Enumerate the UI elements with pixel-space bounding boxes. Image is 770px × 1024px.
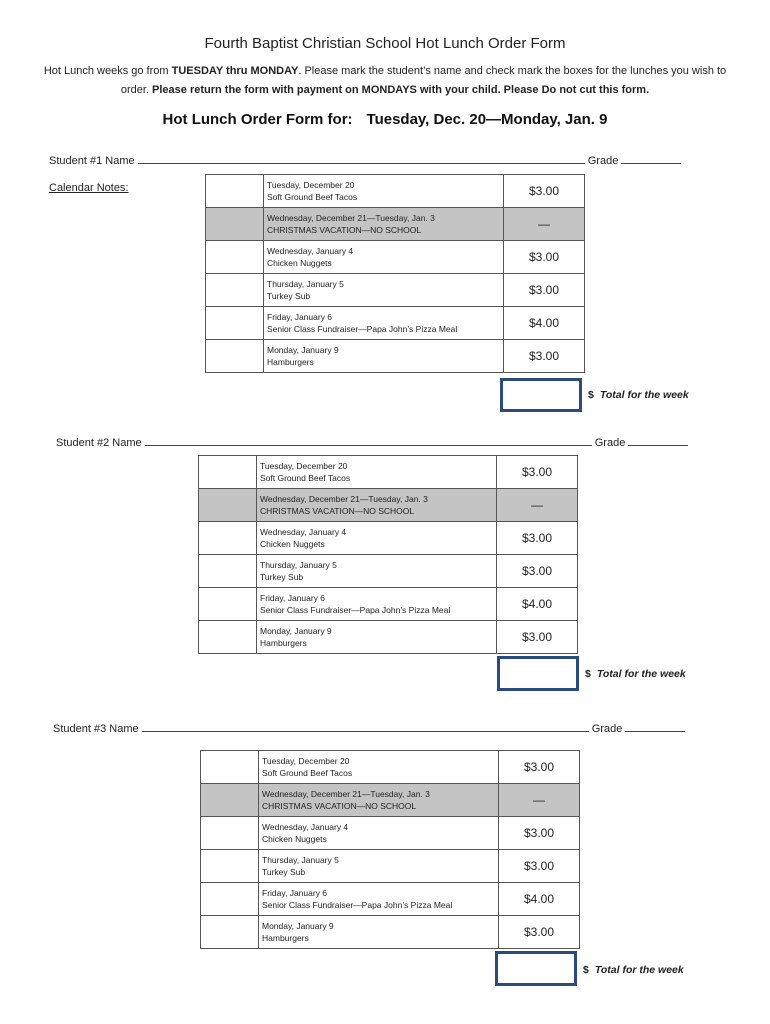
order-checkbox-cell[interactable]: [199, 456, 257, 489]
student-2-name-label: Student #2 Name: [56, 437, 142, 449]
subtitle-prefix: Hot Lunch Order Form for:: [162, 111, 353, 128]
order-checkbox-cell[interactable]: [201, 883, 259, 916]
menu-meal: CHRISTMAS VACATION—NO SCHOOL: [262, 801, 417, 811]
menu-price: $3.00: [504, 175, 585, 208]
menu-row: [201, 850, 580, 883]
menu-meal: CHRISTMAS VACATION—NO SCHOOL: [260, 506, 415, 516]
menu-row: [199, 489, 578, 522]
student-2-order-table: [198, 455, 578, 654]
student-2-total-box[interactable]: [497, 656, 579, 691]
order-checkbox-cell[interactable]: [199, 621, 257, 654]
menu-description: [257, 588, 497, 621]
menu-price: $4.00: [497, 588, 578, 621]
menu-meal: Chicken Nuggets: [262, 834, 327, 844]
menu-price: —: [499, 784, 580, 817]
menu-date: Wednesday, January 4: [262, 822, 349, 832]
menu-row: [206, 340, 585, 373]
menu-row: [206, 307, 585, 340]
student-3-grade-field[interactable]: [625, 720, 685, 732]
menu-date: Wednesday, December 21—Tuesday, Jan. 3: [262, 789, 430, 799]
order-checkbox-cell: [201, 784, 259, 817]
menu-row: [199, 621, 578, 654]
menu-date: Wednesday, January 4: [260, 527, 347, 537]
menu-meal: Hamburgers: [267, 357, 314, 367]
menu-meal: Soft Ground Beef Tacos: [260, 473, 351, 483]
menu-description: [259, 784, 499, 817]
student-1-line: [49, 152, 681, 167]
order-checkbox-cell[interactable]: [206, 274, 264, 307]
menu-price: $3.00: [499, 916, 580, 949]
menu-row: [199, 456, 578, 489]
menu-price: $3.00: [497, 456, 578, 489]
menu-row: [201, 817, 580, 850]
order-checkbox-cell[interactable]: [201, 916, 259, 949]
menu-row: [201, 883, 580, 916]
order-checkbox-cell[interactable]: [199, 588, 257, 621]
student-1-grade-field[interactable]: [621, 152, 681, 164]
form-title: Fourth Baptist Christian School Hot Lunch Order Form: [204, 35, 566, 52]
intro-text-1: Hot Lunch weeks go from: [43, 65, 172, 77]
student-3-name-field[interactable]: [142, 720, 589, 732]
menu-row: [206, 241, 585, 274]
menu-price: $4.00: [504, 307, 585, 340]
menu-row: [201, 751, 580, 784]
form-subtitle: [0, 111, 770, 128]
menu-row: [206, 208, 585, 241]
order-checkbox-cell: [206, 208, 264, 241]
menu-description: [264, 175, 504, 208]
menu-date: Wednesday, December 21—Tuesday, Jan. 3: [260, 494, 428, 504]
menu-description: [259, 916, 499, 949]
menu-price: $3.00: [499, 751, 580, 784]
total-dollar-sign: $: [588, 389, 594, 401]
menu-row: [199, 555, 578, 588]
menu-date: Wednesday, January 4: [267, 246, 354, 256]
menu-price: $3.00: [497, 522, 578, 555]
student-1-name-field[interactable]: [138, 152, 585, 164]
order-checkbox-cell[interactable]: [201, 850, 259, 883]
menu-description: [259, 817, 499, 850]
order-checkbox-cell[interactable]: [201, 817, 259, 850]
menu-description: [264, 241, 504, 274]
menu-date: Tuesday, December 20: [260, 461, 348, 471]
menu-meal: Turkey Sub: [262, 867, 306, 877]
menu-date: Tuesday, December 20: [267, 180, 355, 190]
menu-meal: Turkey Sub: [267, 291, 311, 301]
student-3-order-table: [200, 750, 580, 949]
menu-meal: Senior Class Fundraiser—Papa John’s Pizza Meal: [262, 900, 453, 910]
menu-date: Thursday, January 5: [267, 279, 344, 289]
menu-meal: Senior Class Fundraiser—Papa John’s Pizza Meal: [267, 324, 458, 334]
student-3-line: [53, 720, 685, 735]
menu-meal: Chicken Nuggets: [267, 258, 332, 268]
student-2-name-field[interactable]: [145, 434, 592, 446]
menu-price: $3.00: [504, 274, 585, 307]
student-1-order-table: [205, 174, 585, 373]
intro-bold-2: Please return the form with payment on MONDAYS with your child. Please Do not cut this form.: [152, 84, 650, 96]
student-3-grade-label: Grade: [591, 723, 623, 735]
menu-meal: Turkey Sub: [260, 572, 304, 582]
menu-date: Monday, January 9: [262, 921, 334, 931]
menu-date: Monday, January 9: [260, 626, 332, 636]
menu-row: [201, 784, 580, 817]
form-instructions: [40, 62, 730, 100]
student-1-grade-label: Grade: [587, 155, 619, 167]
menu-description: [264, 274, 504, 307]
menu-description: [259, 850, 499, 883]
student-2-line: [56, 434, 688, 449]
student-1-name-label: Student #1 Name: [49, 155, 135, 167]
menu-row: [201, 916, 580, 949]
menu-meal: Senior Class Fundraiser—Papa John’s Pizza Meal: [260, 605, 451, 615]
order-checkbox-cell[interactable]: [199, 522, 257, 555]
menu-price: $3.00: [499, 850, 580, 883]
menu-meal: Soft Ground Beef Tacos: [267, 192, 358, 202]
student-1-total-label: $ Total for the week: [588, 389, 689, 401]
menu-price: —: [497, 489, 578, 522]
order-checkbox-cell: [199, 489, 257, 522]
order-checkbox-cell[interactable]: [206, 340, 264, 373]
menu-description: [257, 522, 497, 555]
menu-price: $3.00: [504, 340, 585, 373]
order-checkbox-cell[interactable]: [201, 751, 259, 784]
order-checkbox-cell[interactable]: [206, 241, 264, 274]
total-dollar-sign: $: [585, 668, 591, 680]
calendar-notes-label: Calendar Notes:: [49, 182, 129, 194]
menu-row: [199, 588, 578, 621]
menu-description: [264, 340, 504, 373]
menu-price: $3.00: [497, 621, 578, 654]
student-3-total-label: $ Total for the week: [583, 964, 684, 976]
menu-date: Friday, January 6: [267, 312, 333, 322]
menu-meal: Hamburgers: [260, 638, 307, 648]
menu-price: $3.00: [499, 817, 580, 850]
menu-description: [259, 751, 499, 784]
menu-date: Thursday, January 5: [262, 855, 339, 865]
menu-date: Thursday, January 5: [260, 560, 337, 570]
menu-description: [259, 883, 499, 916]
menu-row: [206, 274, 585, 307]
student-1-total-box[interactable]: [500, 378, 582, 412]
menu-price: $3.00: [497, 555, 578, 588]
menu-description: [257, 489, 497, 522]
total-dollar-sign: $: [583, 964, 589, 976]
intro-bold-1: TUESDAY thru MONDAY: [171, 65, 299, 77]
student-3-total-box[interactable]: [495, 951, 577, 986]
menu-description: [257, 621, 497, 654]
menu-description: [257, 456, 497, 489]
menu-date: Friday, January 6: [262, 888, 328, 898]
menu-meal: Chicken Nuggets: [260, 539, 325, 549]
menu-row: [199, 522, 578, 555]
menu-price: —: [504, 208, 585, 241]
intro-text-2: . Please mark the student’s name and check mark the boxes for the lunches you wish to order.: [120, 65, 727, 96]
student-2-grade-label: Grade: [594, 437, 626, 449]
menu-description: [257, 555, 497, 588]
order-checkbox-cell[interactable]: [206, 307, 264, 340]
menu-price: $3.00: [504, 241, 585, 274]
menu-date: Wednesday, December 21—Tuesday, Jan. 3: [267, 213, 435, 223]
student-2-total-label: $ Total for the week: [585, 668, 686, 680]
menu-date: Monday, January 9: [267, 345, 339, 355]
menu-meal: Soft Ground Beef Tacos: [262, 768, 353, 778]
menu-meal: Hamburgers: [262, 933, 309, 943]
menu-date: Friday, January 6: [260, 593, 326, 603]
menu-price: $4.00: [499, 883, 580, 916]
order-checkbox-cell[interactable]: [199, 555, 257, 588]
menu-date: Tuesday, December 20: [262, 756, 350, 766]
menu-description: [264, 208, 504, 241]
menu-row: [206, 175, 585, 208]
student-3-name-label: Student #3 Name: [53, 723, 139, 735]
menu-meal: CHRISTMAS VACATION—NO SCHOOL: [267, 225, 422, 235]
student-2-grade-field[interactable]: [628, 434, 688, 446]
menu-description: [264, 307, 504, 340]
subtitle-dates: Tuesday, Dec. 20—Monday, Jan. 9: [366, 111, 608, 128]
order-checkbox-cell[interactable]: [206, 175, 264, 208]
